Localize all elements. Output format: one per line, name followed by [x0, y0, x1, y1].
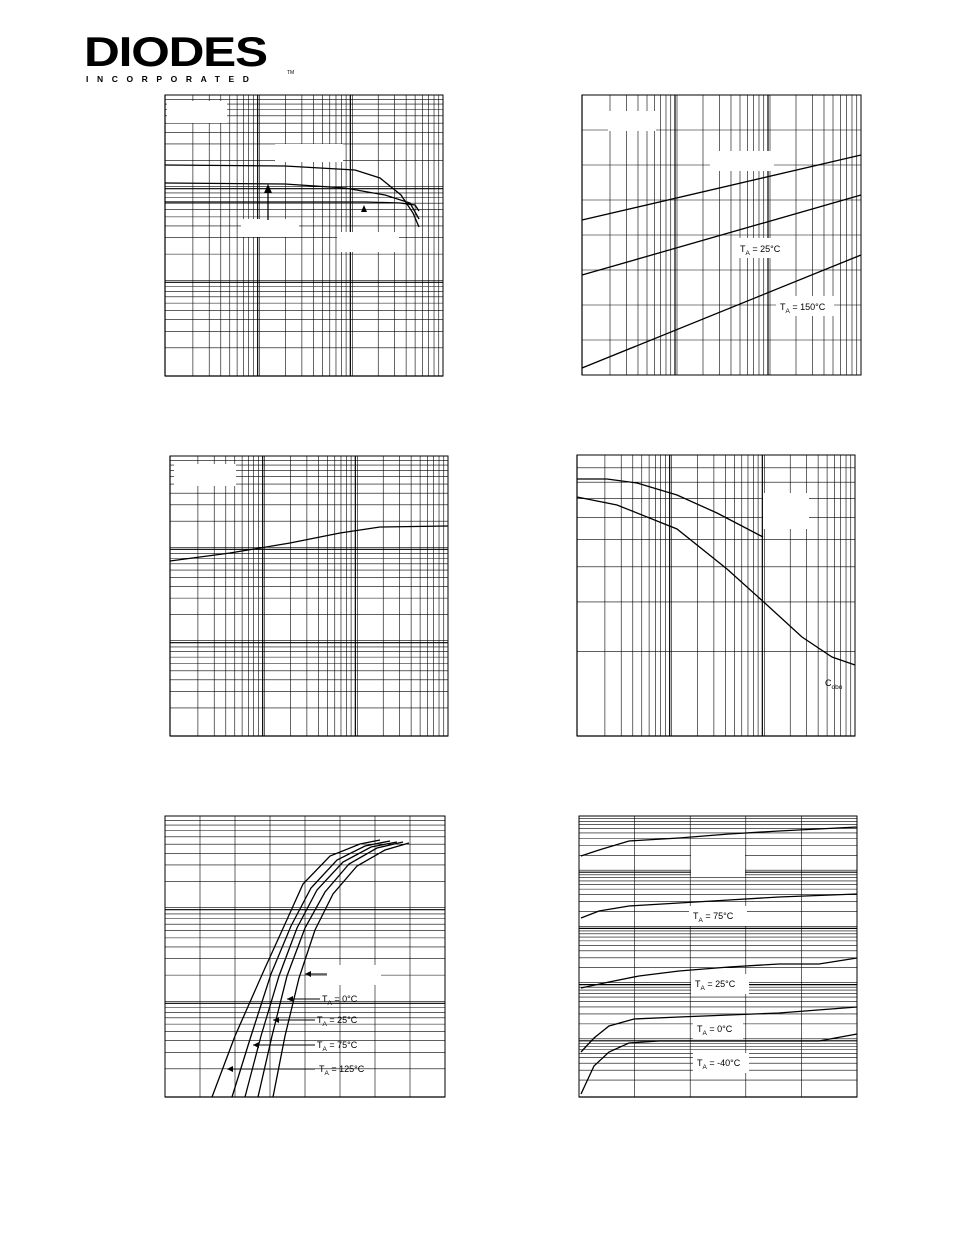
chart-6-label-25c: $T_A = 25^\circ C$	[695, 979, 736, 992]
chart-5-arrowhead-5	[227, 1066, 233, 1072]
chart-6-label-0c: $T_A = 0^\circ C$	[697, 1024, 733, 1037]
chart-3-mask-legend	[174, 464, 236, 486]
chart-1-arrowhead-small	[361, 205, 367, 212]
chart-5-label-75c: $T_A = 75^\circ C$	[317, 1040, 358, 1053]
chart-1-mask-a	[275, 144, 343, 162]
chart-3	[170, 456, 448, 736]
chart-6	[579, 816, 857, 1097]
chart-5-mask-a	[327, 965, 381, 985]
chart-4-plot	[577, 455, 855, 736]
chart-4-mask-a	[763, 493, 809, 529]
chart-3-curve	[170, 526, 448, 561]
chart-1-mask-c	[337, 232, 399, 252]
chart-5-arrowhead-4	[253, 1042, 259, 1048]
chart-5	[165, 816, 445, 1097]
chart-6-label-neg40c: $T_A = -40^\circ C$	[697, 1058, 741, 1071]
logo-trademark: TM	[287, 70, 295, 76]
logo-subtext: INCORPORATED	[86, 74, 258, 84]
chart-5-arrowhead-1	[305, 971, 311, 977]
chart-1-mask-b	[241, 219, 299, 237]
chart-1-curve-upper	[165, 165, 419, 227]
chart-4-label-cobo: $C_{obo}$	[825, 678, 843, 691]
chart-2-mask-legend	[608, 111, 656, 131]
chart-3-plot	[170, 456, 448, 736]
chart-5-label-125c: $T_A = 125^\circ C$	[319, 1064, 365, 1077]
chart-2-plot	[582, 95, 861, 375]
chart-4-curve-cobo	[577, 497, 855, 665]
diodes-logo	[84, 30, 294, 86]
chart-6-plot	[579, 816, 857, 1097]
chart-2-label-150c: $T_A = 150^\circ C$	[780, 302, 826, 315]
chart-2-mask-a	[710, 151, 774, 171]
chart-1-mask-legend	[167, 101, 227, 123]
logo-wordmark: DIODES	[84, 28, 267, 75]
chart-2	[582, 95, 861, 375]
chart-6-mask-legend	[691, 850, 745, 876]
chart-2-label-25c: $T_A = 25^\circ C$	[740, 244, 781, 257]
chart-5-label-25c: $T_A = 25^\circ C$	[317, 1015, 358, 1028]
chart-4	[577, 455, 855, 736]
chart-1-plot	[165, 95, 443, 376]
chart-5-plot	[165, 816, 445, 1097]
chart-6-label-75c: $T_A = 75^\circ C$	[693, 911, 734, 924]
chart-1	[165, 95, 443, 376]
chart-5-label-0c: $T_A = 0^\circ C$	[322, 994, 358, 1007]
